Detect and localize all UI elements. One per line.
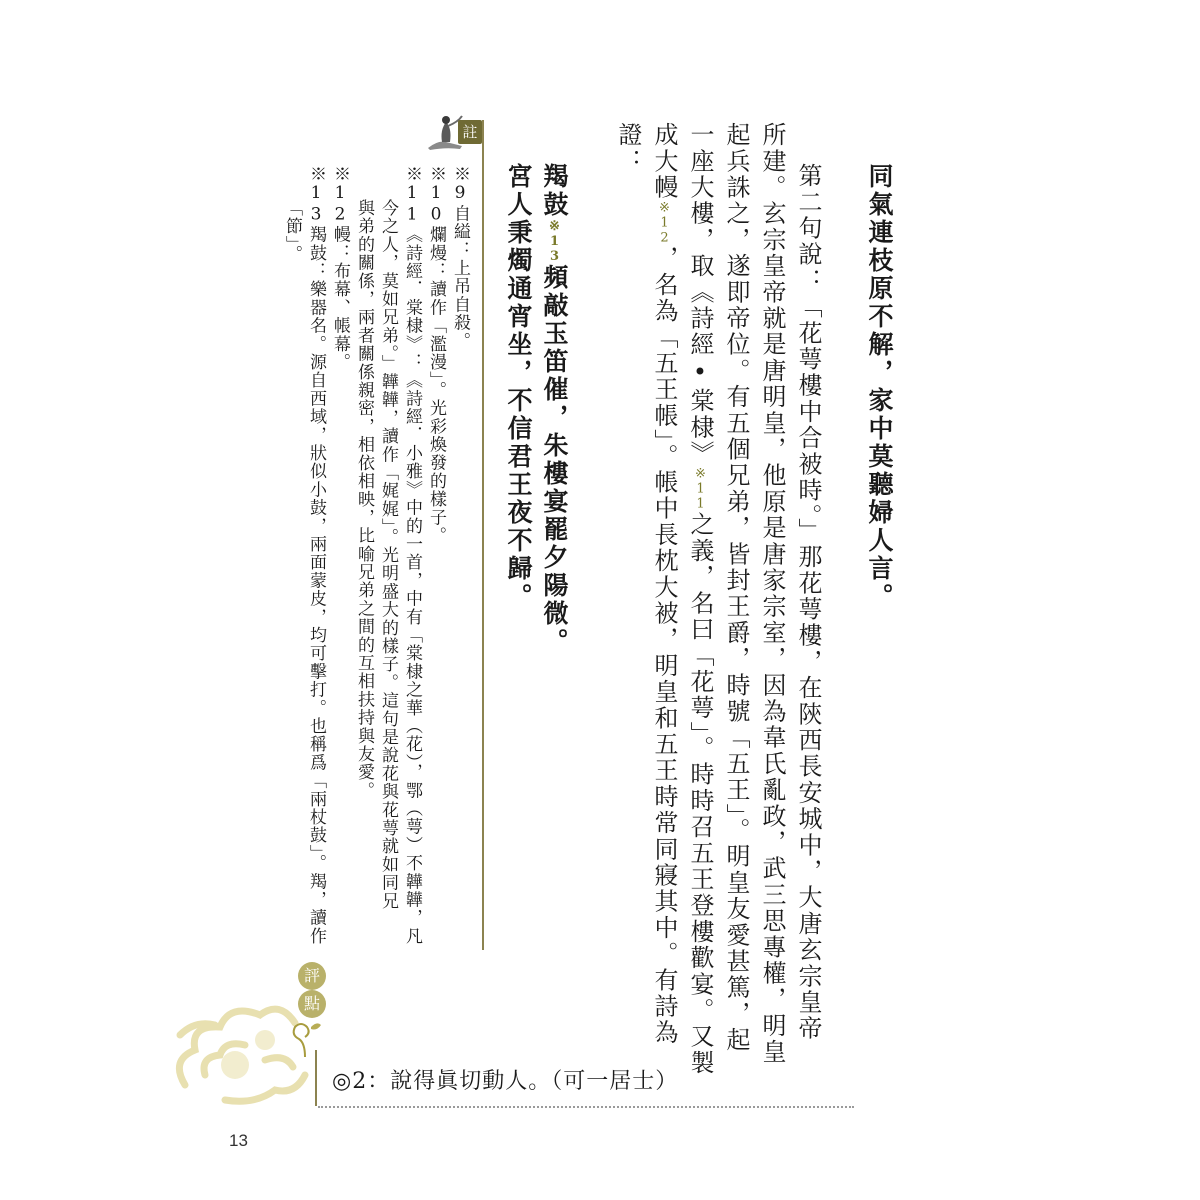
note-11-line-1: ※11《詩經．棠棣》：《詩經．小雅》中的一首，中有「棠棣之華（花），鄂（萼）不韡韡，凡 — [402, 165, 422, 946]
notes-badge: 註 — [458, 120, 482, 144]
dotted-rule — [318, 1106, 854, 1108]
footnote-ref-13: ※13 — [547, 219, 562, 264]
page-number: 13 — [229, 1131, 248, 1150]
body-column-2: 所建。玄宗皇帝就是唐明皇，他原是唐家宗室，因為韋氏亂政，武三思專權，明皇 — [758, 122, 786, 1066]
footnote-ref-11: ※11 — [693, 466, 708, 512]
note-9: ※9自縊：上吊自殺。 — [450, 165, 470, 350]
comment-divider — [315, 1050, 317, 1106]
note-11-line-2: 今之人，莫如兄弟。」韡韡，讀作「娓娓」。光明盛大的樣子。這句是說花與花萼就如同兄 — [378, 199, 398, 910]
verse-line-1: 同氣連枝原不解，家中莫聽婦人言。 — [865, 163, 894, 611]
body-column-4 — [683, 122, 718, 1076]
body-column-6: 證： — [614, 122, 642, 175]
verse-2-text-b: 頻敲玉笛催，朱樓宴罷夕陽微。 — [540, 264, 569, 656]
footnote-ref-12: ※12 — [657, 200, 672, 246]
note-10: ※10爛熳：讀作「濫漫」。光彩煥發的樣子。 — [426, 165, 446, 545]
comment-badge-2: 點 — [298, 990, 326, 1018]
note-13-line-1: ※13羯鼓：樂器名。源自西域，狀似小鼓，兩面蒙皮，均可擊打。也稱爲「兩杖鼓」。羯，讀作 — [306, 165, 326, 946]
body-column-5 — [647, 122, 682, 1046]
body-column-3: 起兵誅之，遂即帝位。有五個兄弟，皆封王爵，時號「五王」。明皇友愛甚篤，起 — [722, 122, 750, 1054]
comment-text: ◎2：說得眞切動人。（可一居士） — [332, 1069, 679, 1094]
verse-2-line-1 — [536, 163, 572, 656]
body-column-4-text-b: 之義，名曰「花萼」。時時召五王登樓歡宴。又製 — [686, 511, 714, 1077]
note-13-line-2: 「節」。 — [282, 199, 302, 264]
verse-2-text-a: 羯鼓 — [540, 163, 569, 219]
body-column-1: 第二句說：「花萼樓中合被時。」那花萼樓，在陝西長安城中，大唐玄宗皇帝 — [794, 163, 822, 1042]
body-column-4-text-a: 一座大樓，取《詩經•棠棣》 — [686, 122, 714, 467]
comment-badge-1: 評 — [298, 962, 326, 990]
note-12: ※12幔：布幕、帳幕。 — [330, 165, 350, 372]
verse-2-line-2: 宮人秉燭通宵坐，不信君王夜不歸。 — [504, 163, 533, 611]
body-column-5-text-b: ，名為「五王帳」。帳中長枕大被，明皇和五王時常同寢其中。有詩為 — [650, 245, 678, 1046]
notes-divider — [482, 120, 484, 950]
body-column-5-text-a: 成大幔 — [650, 122, 678, 201]
vine-curl-icon — [283, 1015, 328, 1060]
note-11-line-3: 與弟的關係，兩者關係親密，相依相映，比喻兄弟之間的互相扶持與友愛。 — [354, 199, 374, 800]
